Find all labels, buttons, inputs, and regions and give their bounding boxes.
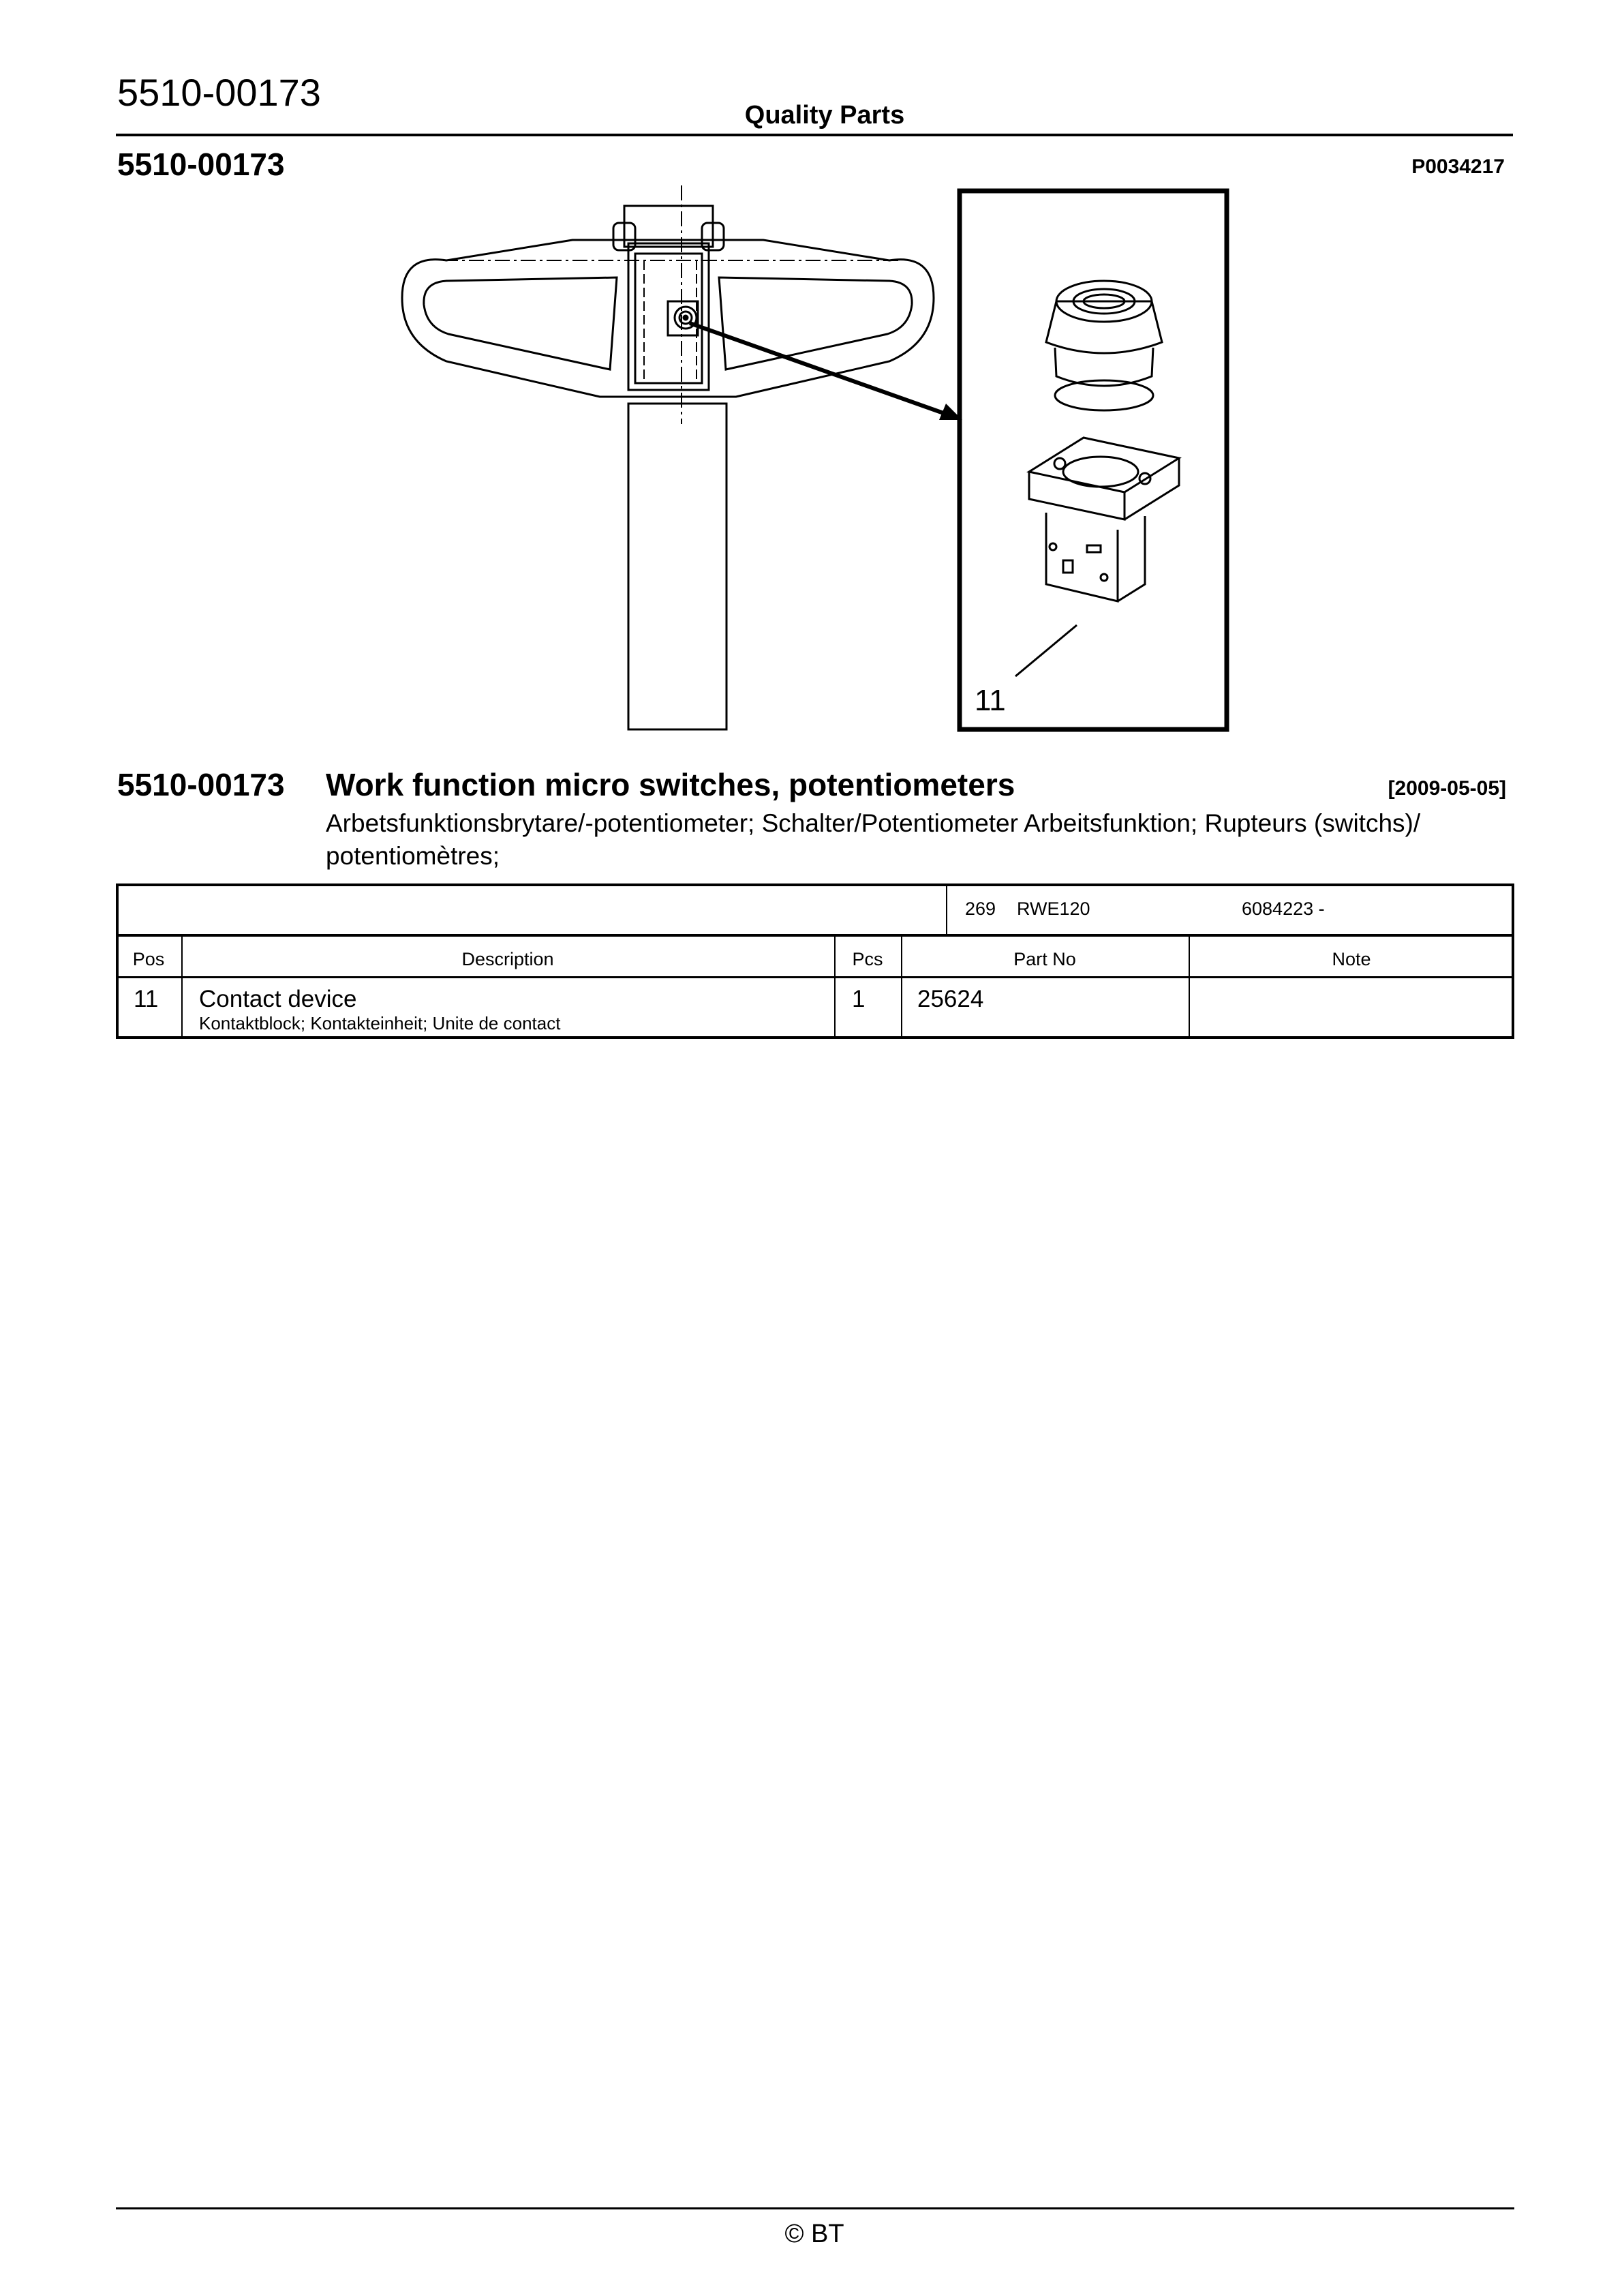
table-divider: [116, 976, 1514, 978]
model-name: RWE120: [1017, 898, 1090, 919]
row-pos: 11: [134, 986, 159, 1012]
column-header-note: Note: [1332, 949, 1371, 969]
header-title: Quality Parts: [744, 101, 905, 130]
header-divider: [116, 134, 1513, 136]
footer-divider: [116, 2207, 1514, 2209]
model-code: 269: [965, 898, 996, 919]
technical-illustration: [382, 179, 1254, 738]
column-header-part-no: Part No: [1013, 949, 1076, 969]
section-date: [2009-05-05]: [1388, 777, 1506, 800]
section-translation: Arbetsfunktionsbrytare/-potentiometer; Schalter/Potentiometer Arbeitsfunktion; Rupteurs (switchs)/ potentiomètres;: [326, 809, 1421, 870]
column-header-pos: Pos: [132, 949, 165, 969]
row-part-no: 25624: [917, 986, 984, 1012]
document-number: 5510-00173: [117, 71, 321, 114]
column-header-description: Description: [461, 949, 554, 969]
detail-view-frame: [960, 191, 1227, 729]
callout-label: 11: [975, 684, 1006, 717]
row-description: Contact device: [199, 986, 357, 1012]
tiller-handle-drawing: [402, 185, 934, 729]
contact-device-exploded-view: [1015, 281, 1179, 676]
picture-reference: P0034217: [1411, 155, 1505, 178]
serial-range: 6084223 -: [1242, 898, 1325, 919]
drawing-number: 5510-00173: [117, 147, 285, 182]
table-divider: [116, 934, 1514, 937]
section-number: 5510-00173: [117, 767, 285, 802]
column-header-pcs: Pcs: [852, 949, 883, 969]
parts-table: [116, 883, 1514, 1039]
row-description-translation: Kontaktblock; Kontakteinheit; Unite de contact: [199, 1013, 561, 1033]
section-title: Work function micro switches, potentiometers: [326, 767, 1015, 802]
row-pcs: 1: [852, 986, 866, 1012]
footer-copyright: © BT: [784, 2220, 844, 2248]
table-divider: [946, 883, 947, 935]
